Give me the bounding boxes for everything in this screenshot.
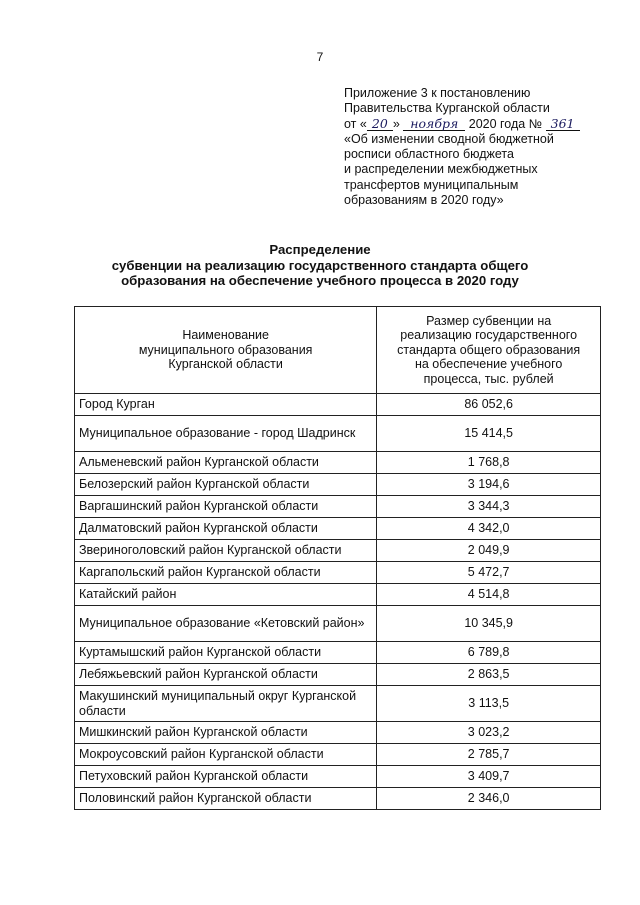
subvention-amount: 3 409,7 xyxy=(377,766,601,788)
subvention-table xyxy=(74,306,601,810)
table-row xyxy=(75,562,601,584)
table-row xyxy=(75,766,601,788)
date-year: 2020 года № xyxy=(465,116,543,131)
municipality-name: Варгашинский район Курганской области xyxy=(75,496,377,518)
appendix-line: и распределении межбюджетных xyxy=(344,162,538,177)
municipality-name: Звериноголовский район Курганской области xyxy=(75,540,377,562)
municipality-name: Каргапольский район Курганской области xyxy=(75,562,377,584)
table-row xyxy=(75,540,601,562)
appendix-line: Приложение 3 к постановлению xyxy=(344,86,531,100)
subvention-amount: 2 863,5 xyxy=(377,664,601,686)
table-row xyxy=(75,642,601,664)
subvention-amount: 2 049,9 xyxy=(377,540,601,562)
municipality-name: Мокроусовский район Курганской области xyxy=(75,744,377,766)
appendix-line: Правительства Курганской области xyxy=(344,101,550,116)
municipality-name: Катайский район xyxy=(75,584,377,606)
municipality-name: Город Курган xyxy=(75,394,377,416)
subvention-amount: 1 768,8 xyxy=(377,452,601,474)
appendix-line: «Об изменении сводной бюджетной xyxy=(344,131,554,146)
table-row xyxy=(75,686,601,722)
appendix-line: росписи областного бюджета xyxy=(344,147,514,162)
municipality-name: Далматовский район Курганской области xyxy=(75,518,377,540)
table-row xyxy=(75,416,601,452)
subvention-amount: 86 052,6 xyxy=(377,394,601,416)
table-row xyxy=(75,474,601,496)
decree-date-line xyxy=(344,117,634,132)
handwritten-decree-number: 361 xyxy=(546,118,580,131)
table-row xyxy=(75,664,601,686)
table-row xyxy=(75,788,601,810)
heading-line: образования на обеспечение учебного процесса в 2020 году xyxy=(121,273,519,289)
subvention-amount: 4 514,8 xyxy=(377,584,601,606)
subvention-amount: 10 345,9 xyxy=(377,606,601,642)
municipality-name: Куртамышский район Курганской области xyxy=(75,642,377,664)
subvention-amount: 3 023,2 xyxy=(377,722,601,744)
appendix-block xyxy=(344,86,634,208)
subvention-amount: 2 785,7 xyxy=(377,744,601,766)
table-row xyxy=(75,496,601,518)
table-row xyxy=(75,518,601,540)
municipality-name: Макушинский муниципальный округ Курганской области xyxy=(75,686,377,722)
handwritten-day: 20 xyxy=(367,118,393,131)
date-mid: » xyxy=(392,116,404,131)
table-row xyxy=(75,722,601,744)
page-number: 7 xyxy=(316,50,324,64)
table-row xyxy=(75,452,601,474)
table-header-row xyxy=(75,307,601,394)
table-row xyxy=(75,606,601,642)
subvention-amount: 15 414,5 xyxy=(377,416,601,452)
municipality-name: Лебяжьевский район Курганской области xyxy=(75,664,377,686)
municipality-name: Половинский район Курганской области xyxy=(75,788,377,810)
subvention-amount: 5 472,7 xyxy=(377,562,601,584)
table-row xyxy=(75,394,601,416)
municipality-name: Петуховский район Курганской области xyxy=(75,766,377,788)
subvention-amount: 4 342,0 xyxy=(377,518,601,540)
appendix-line: трансфертов муниципальным xyxy=(344,177,519,192)
heading-line: Распределение xyxy=(269,242,371,257)
document-heading xyxy=(0,242,640,289)
subvention-amount: 2 346,0 xyxy=(377,788,601,810)
subvention-amount: 3 194,6 xyxy=(377,474,601,496)
municipality-name: Белозерский район Курганской области xyxy=(75,474,377,496)
subvention-amount: 3 113,5 xyxy=(377,686,601,722)
municipality-name: Муниципальное образование «Кетовский район» xyxy=(75,606,377,642)
municipality-name: Альменевский район Курганской области xyxy=(75,452,377,474)
municipality-name: Мишкинский район Курганской области xyxy=(75,722,377,744)
appendix-line: образованиям в 2020 году» xyxy=(344,193,504,208)
table-row xyxy=(75,584,601,606)
header-amount: Размер субвенции на реализацию государственного стандарта общего образования на обеспечение учебного процесса, тыс. рублей xyxy=(377,307,601,394)
handwritten-month: ноября xyxy=(403,118,465,131)
date-prefix: от « xyxy=(344,116,367,131)
heading-line: субвенции на реализацию государственного стандарта общего xyxy=(111,257,529,273)
table-row xyxy=(75,744,601,766)
municipality-name: Муниципальное образование - город Шадринск xyxy=(75,416,377,452)
subvention-amount: 6 789,8 xyxy=(377,642,601,664)
header-municipality: Наименование муниципального образования Курганской области xyxy=(75,307,377,394)
subvention-amount: 3 344,3 xyxy=(377,496,601,518)
